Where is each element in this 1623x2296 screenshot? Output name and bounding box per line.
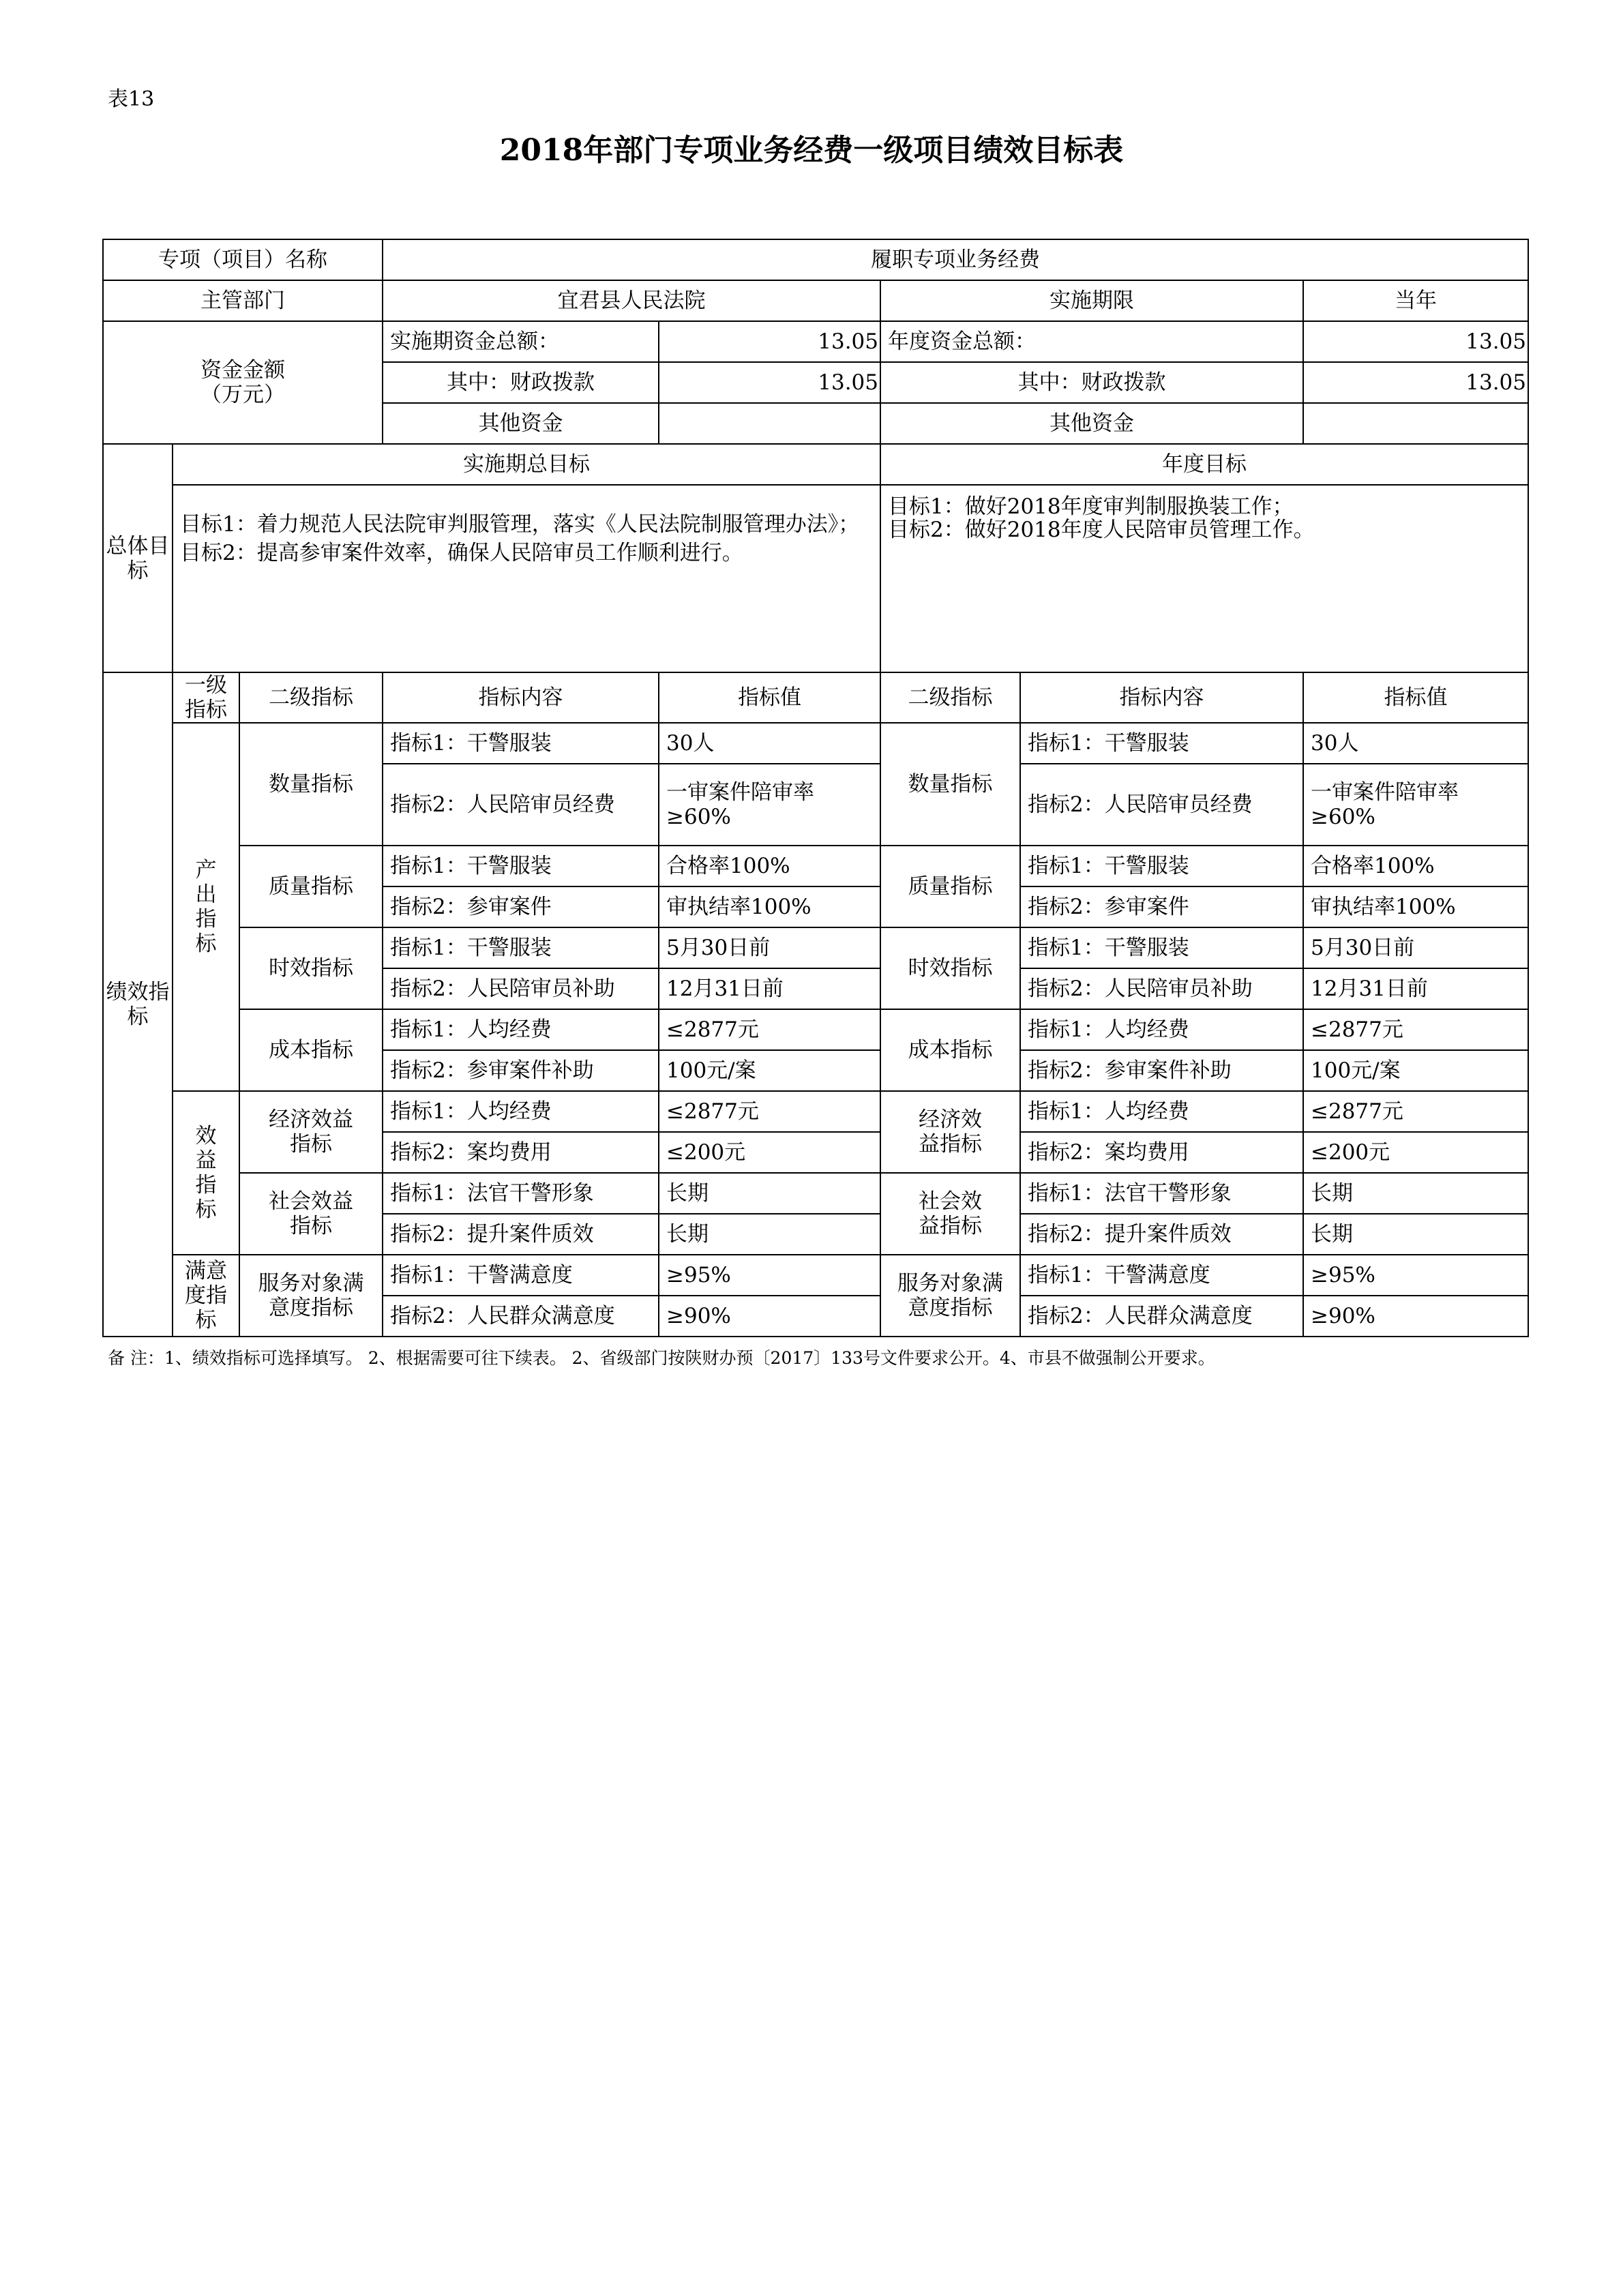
goals-content-row	[103, 485, 1528, 672]
indicator-value: 长期	[659, 1173, 880, 1214]
funds-label-line1: 资金金额	[200, 358, 285, 383]
indicator-content-annual: 指标2：人民群众满意度	[1020, 1296, 1303, 1337]
category-cost-annual: 成本指标	[880, 1009, 1020, 1091]
indicator-value: 一审案件陪审率≥60%	[659, 764, 880, 846]
funds-annual-fiscal-value: 13.05	[1303, 362, 1528, 403]
performance-goal-table	[102, 239, 1529, 1337]
indicator-content-annual: 指标1：人均经费	[1020, 1091, 1303, 1132]
funds-annual-fiscal-label: 其中：财政拨款	[880, 362, 1303, 403]
header-content: 指标内容	[383, 672, 659, 723]
table-row	[103, 927, 1528, 968]
category-timeliness-annual: 时效指标	[880, 927, 1020, 1009]
category-economic: 经济效益指标	[239, 1091, 383, 1173]
indicator-value: ≤200元	[659, 1132, 880, 1173]
project-name-value: 履职专项业务经费	[383, 239, 1528, 280]
indicator-value-annual: 合格率100%	[1303, 846, 1528, 886]
indicator-value: ≤2877元	[659, 1091, 880, 1132]
footnote: 备 注：1、绩效指标可选择填写。 2、根据需要可往下续表。 2、省级部门按陕财办预〔2017〕133号文件要求公开。4、市县不做强制公开要求。	[108, 1348, 1215, 1368]
category-economic-annual: 经济效益指标	[880, 1091, 1020, 1173]
indicator-content: 指标1：干警服装	[383, 846, 659, 886]
table-number: 表13	[108, 87, 155, 111]
goals-period-line2: 目标2：提高参审案件效率，确保人民陪审员工作顺利进行。	[180, 541, 743, 565]
header-level2: 二级指标	[239, 672, 383, 723]
category-quality: 质量指标	[239, 846, 383, 927]
funds-fiscal-label: 其中：财政拨款	[383, 362, 659, 403]
indicator-content: 指标2：人民陪审员经费	[383, 764, 659, 846]
indicator-value-annual: 12月31日前	[1303, 968, 1528, 1009]
header-level1: 一级指标	[173, 672, 239, 723]
indicator-content-annual: 指标2：提升案件质效	[1020, 1214, 1303, 1255]
indicator-content: 指标1：法官干警形象	[383, 1173, 659, 1214]
header-value: 指标值	[659, 672, 880, 723]
funds-annual-other-label: 其他资金	[880, 403, 1303, 444]
indicator-content: 指标1：干警服装	[383, 723, 659, 764]
table-row	[103, 846, 1528, 886]
category-timeliness: 时效指标	[239, 927, 383, 1009]
table-row	[103, 723, 1528, 764]
department-value: 宜君县人民法院	[383, 280, 880, 321]
indicator-content-annual: 指标1：干警服装	[1020, 723, 1303, 764]
goals-annual-line1: 目标1：做好2018年度审判制服换装工作；	[888, 494, 1294, 519]
indicator-content-annual: 指标2：人民陪审员补助	[1020, 968, 1303, 1009]
goals-annual-header: 年度目标	[880, 444, 1528, 485]
period-label: 实施期限	[880, 280, 1303, 321]
indicator-value: 合格率100%	[659, 846, 880, 886]
funds-other-value	[659, 403, 880, 444]
goals-section-label: 总体目标	[103, 444, 173, 672]
goals-period-header: 实施期总目标	[173, 444, 880, 485]
department-row	[103, 280, 1528, 321]
header-content-annual: 指标内容	[1020, 672, 1303, 723]
header-value-annual: 指标值	[1303, 672, 1528, 723]
indicator-value: 5月30日前	[659, 927, 880, 968]
indicator-content: 指标1：干警满意度	[383, 1255, 659, 1296]
table-row	[103, 1091, 1528, 1132]
indicator-content: 指标2：人民群众满意度	[383, 1296, 659, 1337]
indicator-content: 指标2：参审案件补助	[383, 1050, 659, 1091]
indicator-value-annual: ≤2877元	[1303, 1091, 1528, 1132]
goals-annual-content	[880, 485, 1528, 672]
indicator-content-annual: 指标1：干警服装	[1020, 846, 1303, 886]
indicator-value-annual: 长期	[1303, 1214, 1528, 1255]
funds-annual-other-value	[1303, 403, 1528, 444]
category-cost: 成本指标	[239, 1009, 383, 1091]
indicator-content-annual: 指标2：参审案件补助	[1020, 1050, 1303, 1091]
period-value: 当年	[1303, 280, 1528, 321]
indicator-content-annual: 指标1：干警满意度	[1020, 1255, 1303, 1296]
goals-header-row	[103, 444, 1528, 485]
funds-total-label: 实施期资金总额：	[383, 321, 659, 362]
category-quantity: 数量指标	[239, 723, 383, 846]
indicator-content-annual: 指标1：人均经费	[1020, 1009, 1303, 1050]
department-label: 主管部门	[103, 280, 383, 321]
funds-total-row	[103, 321, 1528, 362]
table-row	[103, 1173, 1528, 1214]
category-quantity-annual: 数量指标	[880, 723, 1020, 846]
indicator-value-annual: 审执结率100%	[1303, 886, 1528, 927]
indicator-content: 指标2：提升案件质效	[383, 1214, 659, 1255]
category-quality-annual: 质量指标	[880, 846, 1020, 927]
indicator-value: 100元/案	[659, 1050, 880, 1091]
indicator-value-annual: 5月30日前	[1303, 927, 1528, 968]
group-benefit-label: 效益指标	[173, 1091, 239, 1255]
indicator-value-annual: 100元/案	[1303, 1050, 1528, 1091]
indicator-value-annual: 一审案件陪审率≥60%	[1303, 764, 1528, 846]
header-level2-annual: 二级指标	[880, 672, 1020, 723]
goals-annual-line2: 目标2：做好2018年度人民陪审员管理工作。	[888, 518, 1315, 542]
indicator-value: 30人	[659, 723, 880, 764]
project-name-row	[103, 239, 1528, 280]
indicator-value-annual: ≥95%	[1303, 1255, 1528, 1296]
indicator-value: 长期	[659, 1214, 880, 1255]
funds-other-label: 其他资金	[383, 403, 659, 444]
page-title: 2018年部门专项业务经费一级项目绩效目标表	[499, 133, 1124, 168]
indicator-content-annual: 指标2：案均费用	[1020, 1132, 1303, 1173]
indicator-content: 指标2：案均费用	[383, 1132, 659, 1173]
indicator-value-annual: 长期	[1303, 1173, 1528, 1214]
category-social: 社会效益指标	[239, 1173, 383, 1255]
funds-fiscal-value: 13.05	[659, 362, 880, 403]
indicator-content: 指标2：人民陪审员补助	[383, 968, 659, 1009]
indicator-value: 审执结率100%	[659, 886, 880, 927]
goals-period-line1: 目标1：着力规范人民法院审判服管理，落实《人民法院制服管理办法》；	[180, 512, 860, 537]
indicator-value-annual: ≥90%	[1303, 1296, 1528, 1337]
indicator-value: ≤2877元	[659, 1009, 880, 1050]
indicator-content-annual: 指标1：法官干警形象	[1020, 1173, 1303, 1214]
indicator-content-annual: 指标1：干警服装	[1020, 927, 1303, 968]
performance-section-label: 绩效指标	[103, 672, 173, 1337]
funds-label	[103, 321, 383, 444]
category-service: 服务对象满意度指标	[239, 1255, 383, 1337]
indicator-value-annual: ≤2877元	[1303, 1009, 1528, 1050]
indicator-value-annual: 30人	[1303, 723, 1528, 764]
goals-period-content	[173, 485, 880, 672]
indicator-content: 指标2：参审案件	[383, 886, 659, 927]
group-satisfaction-label: 满意度指标	[173, 1255, 239, 1337]
table-row	[103, 1009, 1528, 1050]
category-service-annual: 服务对象满意度指标	[880, 1255, 1020, 1337]
indicator-value: ≥95%	[659, 1255, 880, 1296]
funds-total-value: 13.05	[659, 321, 880, 362]
indicator-value: 12月31日前	[659, 968, 880, 1009]
indicator-content-annual: 指标2：人民陪审员经费	[1020, 764, 1303, 846]
indicator-content-annual: 指标2：参审案件	[1020, 886, 1303, 927]
category-social-annual: 社会效益指标	[880, 1173, 1020, 1255]
indicator-header-row	[103, 672, 1528, 723]
table-row	[103, 1255, 1528, 1296]
group-output-label: 产出指标	[173, 723, 239, 1091]
funds-label-line2: （万元）	[200, 383, 285, 407]
funds-annual-label: 年度资金总额：	[880, 321, 1303, 362]
indicator-value-annual: ≤200元	[1303, 1132, 1528, 1173]
indicator-content: 指标1：人均经费	[383, 1091, 659, 1132]
indicator-content: 指标1：人均经费	[383, 1009, 659, 1050]
indicator-content: 指标1：干警服装	[383, 927, 659, 968]
funds-annual-value: 13.05	[1303, 321, 1528, 362]
indicator-value: ≥90%	[659, 1296, 880, 1337]
project-name-label: 专项（项目）名称	[103, 239, 383, 280]
